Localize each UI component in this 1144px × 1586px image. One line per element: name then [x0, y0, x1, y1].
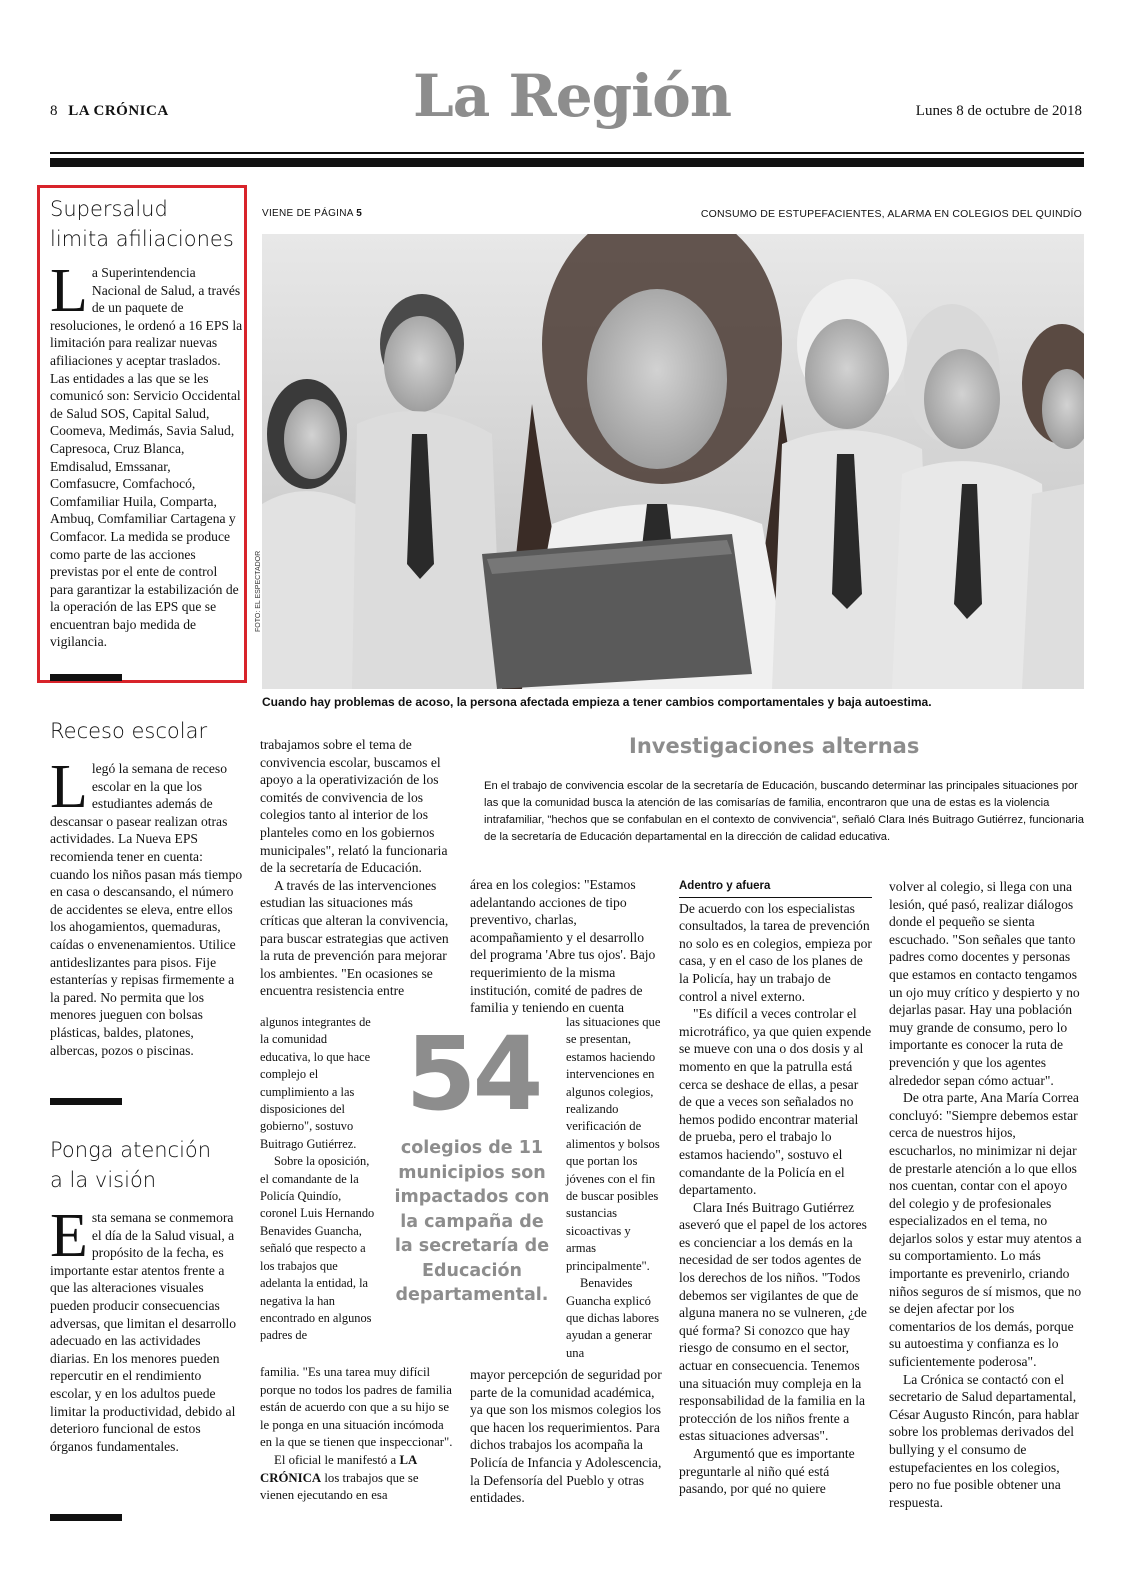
brief-title — [50, 1135, 243, 1195]
article-photo — [262, 234, 1084, 689]
article-col-1 — [260, 736, 453, 1000]
brief-separator — [50, 1098, 122, 1105]
paragraph: trabajamos sobre el tema de convivencia escolar, buscamos el apoyo a la operativización de los comités de convivencia de los colegios tanto al interior de los planteles como en los gobiernos municipales", relató la funcionaria de la secretaría de Educación. — [260, 737, 448, 876]
publication-name: LA CRÓNICA — [68, 103, 169, 119]
sidebar-title: Investigaciones alternas — [629, 734, 920, 758]
article-col-2-narrow — [566, 1014, 663, 1362]
brief-text: legó la semana de receso escolar en la que los estudiantes además de descansar o pasear realizan otras actividades. La Nueva EPS recomienda tener en cuenta: cuando los niños pasan más tiempo en casa o descansando, el número de accidentes se eleva, entre ellos los ahogamientos, quemaduras, caídas o envenenamientos. Utilice antideslizantes para pisos. Fije estanterías y repisas firmemente a la pared. No permita que los menores jueguen con bolsas plásticas, baldes, platones, albercas, pozos o piscinas. — [50, 761, 243, 1058]
paragraph: volver al colegio, si llega con una lesión, qué pasó, realizar diálogos donde el pequeño se sienta escuchado. "Son señales que tanto padres como docentes y personas que estamos en contacto tengamos un ojo muy crítico y despierto y no dejarlas pasar. Hay una población muy grande de consumo, pero lo importante es conocer la ruta de prevención y que los agentes alrededor sepan cómo actuar". — [889, 879, 1080, 1088]
issue-date: Lunes 8 de octubre de 2018 — [915, 103, 1082, 119]
photo-caption: Cuando hay problemas de acoso, la persona afectada empieza a tener cambios comportamentales y baja autoestima. — [262, 695, 932, 709]
page-number: 8 — [50, 103, 58, 119]
paragraph: algunos integrantes de la comunidad educativa, lo que hace complejo el cumplimiento a las disposiciones del gobierno", sostuvo Buitrago Gutiérrez. — [260, 1015, 371, 1151]
brief-receso — [50, 716, 243, 1059]
subheading: Adentro y afuera — [679, 878, 872, 898]
paragraph: Sobre la oposición, el comandante de la Policía Quindío, coronel Luis Hernando Benavides Guancha, señaló que respecto a los trabajos que adelanta la entidad, la negativa la han encontrado en algunos padres de — [260, 1154, 375, 1343]
text: los trabajos que se vienen ejecutando en esa — [260, 1470, 419, 1503]
paragraph: mayor percepción de seguridad por parte de la comunidad académica, ya que son los mismos colegios los que hacen los requerimientos. Para dichos trabajos los acompaña la Policía de Infancia y Adolescencia, la Defensoría del Pueblo y otras entidades. — [470, 1367, 662, 1506]
jump-text: VIENE DE PÁGINA — [262, 208, 354, 219]
brief-vision — [50, 1135, 243, 1455]
paragraph: área en los colegios: "Estamos adelantando acciones de tipo preventivo, charlas, acompañamiento y el desarrollo del programa 'Abre tus ojos'. Bajo requerimiento de la misma institución, comité de padres de familia y teniendo en cuenta — [470, 877, 656, 1016]
paragraph: Argumentó que es importante preguntarle al niño qué está pasando, por qué no quiere — [679, 1446, 855, 1497]
paragraph: Benavides Guancha explicó que dichas labores ayudan a generar una — [566, 1276, 660, 1360]
paragraph: De otra parte, Ana María Correa concluyó: "Siempre debemos estar cerca de nuestros hijos, escucharlos, no minimizar ni dejar de prestarle atención a lo que ellos nos cuentan, contar con el apoyo del colegio y de profesionales especializados en el tema, no dejarlos solos y estar muy atentos a su comportamiento. Lo más importante es prevenirlo, criando niños seguros de sí mismos, que no se dejen afectar por los comentarios de los demás, porque su autoestima y confianza es lo suficientemente poderosa". — [889, 1090, 1082, 1370]
paragraph: "Es difícil a veces controlar el microtráfico, ya que quien expende se mueve con una o dos dosis y al momento en que la patrulla está cerca se deshace de ellas, a pesar de que a veces son señalados no hemos podido encontrar material de prueba, pero el trabajo lo estamos haciendo", sostuvo el comandante de la Policía en el departamento. — [679, 1006, 872, 1198]
article-col-2 — [470, 876, 663, 1017]
brief-title-line: Supersalud — [50, 197, 168, 221]
header-rule-thin — [50, 152, 1084, 154]
brief-text: a Superintendencia Nacional de Salud, a través de un paquete de resoluciones, le ordenó a 16 EPS la limitación para realizar nuevas afiliaciones y aceptar traslados. Las entidades a las que se les comunicó son: Servicio Occidental de Salud SOS, Capital Salud, Coomeva, Medimás, Savia Salud, Capresoca, Cruz Blanca, Emdisalud, Emssanar, Comfasucre, Comfachocó, Comfamiliar Huila, Comparta, Ambuq, Comfamiliar Cartagena y Comfacor. La medida se produce como parte de las acciones previstas por el ente de control para garantizar la estabilización de la operación de las EPS que se encuentran bajo medida de vigilancia. — [50, 265, 243, 650]
paragraph — [260, 1452, 453, 1505]
sidebar-text: En el trabajo de convivencia escolar de la secretaría de Educación, buscando determinar las principales situaciones por las que la comunidad busca la atención de las comisarías de familia, encontraron que una de estas es la violencia intrafamiliar, "hechos que se confabulan en el contexto de convivencia", señaló Clara Inés Buitrago Gutiérrez, funcionaria de la secretaría de Educación departamental en la dirección de calidad educativa. — [484, 780, 1084, 843]
paragraph: las situaciones que se presentan, estamos haciendo intervenciones en algunos colegios, realizando verificación de alimentos y bolsos que portan los jóvenes con el fin de buscar posibles sustancias sicoactivas y armas principalmente". — [566, 1015, 661, 1273]
brief-title-line: Ponga atención — [50, 1138, 212, 1162]
text: El oficial le manifestó a — [274, 1452, 397, 1467]
paragraph: La Crónica se contactó con el secretario de Salud departamental, César Augusto Rincón, para hablar sobre los problemas derivados del bullying y el consumo de estupefacientes en los colegios, pero no fue posible obtener una respuesta. — [889, 1371, 1079, 1510]
brief-title: Receso escolar — [50, 719, 208, 743]
dropcap: L — [50, 257, 88, 325]
article-col-1-bottom — [260, 1364, 453, 1505]
brand-name: LA CRÓNICA — [260, 1452, 417, 1485]
article-col-4 — [889, 878, 1084, 1511]
brief-separator — [50, 1514, 122, 1521]
stat-number: 54 — [405, 1015, 540, 1134]
header-rule-thick — [50, 158, 1084, 167]
brief-supersalud — [50, 194, 243, 651]
brief-body — [50, 257, 243, 651]
brief-body — [50, 753, 243, 1059]
section-title: La Región — [412, 62, 732, 130]
jump-page: 5 — [356, 208, 363, 219]
brief-text: sta semana se conmemora el día de la Salud visual, a propósito de la fecha, es importante estar atentos frente a que las alteraciones visuales pueden producir consecuencias adversas, que limitan el desarrollo adecuado en las actividades diarias. En los menores pueden repercutir en el rendimiento escolar, y en los adultos puede limitar la productividad, debido al deterioro funcional de estos órganos fundamentales. — [50, 1210, 237, 1454]
paragraph: A través de las intervenciones estudian las situaciones más críticas que alteran la convivencia, para buscar estrategias que activen la ruta de prevención para mejorar los ambientes. "En ocasiones se encuentra resistencia entre — [260, 877, 449, 999]
brief-title-line: a la visión — [50, 1168, 157, 1192]
brief-separator — [50, 674, 122, 681]
brief-body — [50, 1202, 243, 1455]
article-col-1-narrow — [260, 1014, 378, 1345]
students-photo-illustration — [262, 234, 1084, 689]
photo-credit: FOTO: EL ESPECTADOR — [255, 550, 262, 632]
brief-title-line: limita afiliaciones — [50, 227, 234, 251]
article-col-2-bottom — [470, 1366, 663, 1507]
dropcap: E — [50, 1202, 88, 1270]
brief-title — [50, 194, 243, 254]
article-col-3 — [679, 878, 872, 1498]
paragraph: De acuerdo con los especialistas consultados, la tarea de prevención no solo es en colegios, empieza por casa, y en el caso de los planes de la Policía, hay un trabajo de control a nivel externo. — [679, 900, 872, 1004]
stat-text: colegios de 11 municipios son impactados con la campaña de la secretaría de Educación departamental. — [394, 1138, 550, 1305]
jump-label — [262, 208, 362, 219]
dropcap: L — [50, 753, 88, 821]
paragraph: Clara Inés Buitrago Gutiérrez aseveró que el papel de los actores es concienciar a los demás en la necesidad de ser todos agentes de los derechos de los niños. "Todos debemos ser vigilantes de que de alguna manera no se vulneren, ¿de qué forma? Si conozco que hay riesgo de consumo en el sector, actuar en consecuencia. Tenemos una situación muy compleja en la responsabilidad de la familia en la protección de los niños frente a estas situaciones adversas". — [679, 1199, 867, 1444]
article-kicker: CONSUMO DE ESTUPEFACIENTES, ALARMA EN COLEGIOS DEL QUINDÍO — [700, 208, 1082, 220]
paragraph: familia. "Es una tarea muy difícil porque no todos los padres de familia están de acuerdo con que a su hijo se le ponga en una situación incómoda en la que se tienen que inspeccionar". — [260, 1365, 453, 1450]
